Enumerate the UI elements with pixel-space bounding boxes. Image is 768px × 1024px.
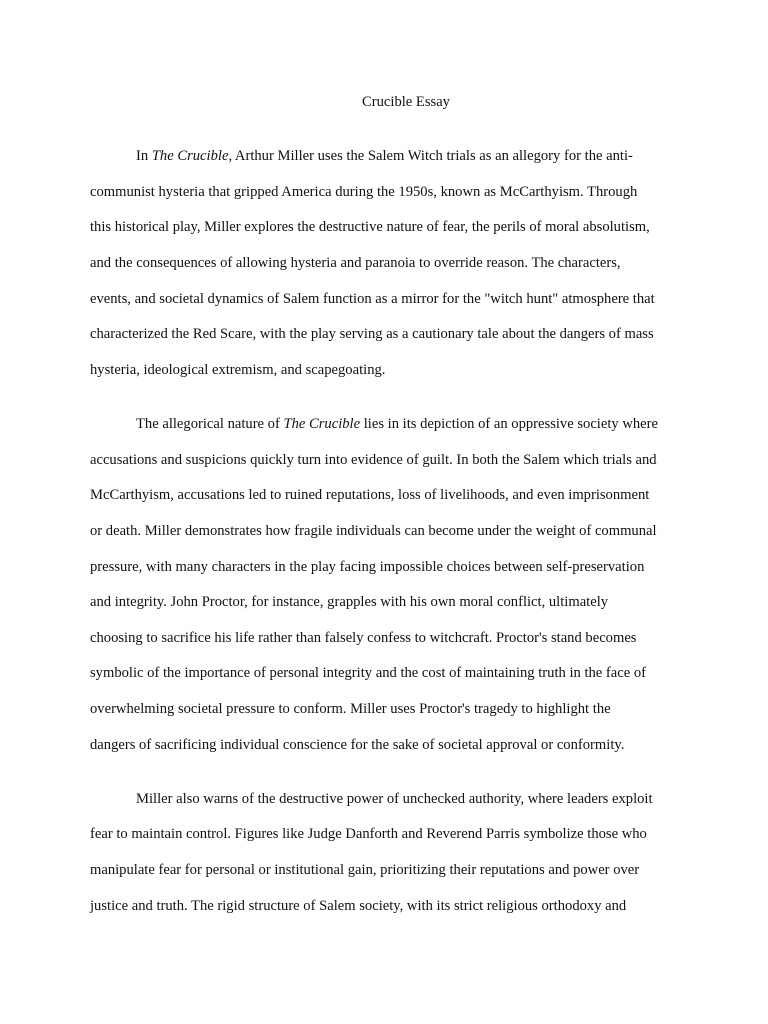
italic-work-title: The Crucible — [283, 416, 361, 432]
paragraph-2-line-4: or death. Miller demonstrates how fragile individuals can become under the weight of communal — [90, 523, 657, 539]
paragraph-2-line-6: and integrity. John Proctor, for instance, grapples with his own moral conflict, ultimately — [90, 594, 609, 610]
line-text-post: , Arthur Miller uses the Salem Witch trials as an allegory for the anti- — [228, 148, 633, 164]
paragraph-2-line-8: symbolic of the importance of personal integrity and the cost of maintaining truth in the face of — [90, 665, 647, 681]
paragraph-2-line-1 — [136, 414, 658, 434]
paragraph-2-line-9: overwhelming societal pressure to conform. Miller uses Proctor's tragedy to highlight the — [90, 701, 611, 717]
paragraph-2-line-5: pressure, with many characters in the play facing impossible choices between self-preservation — [90, 559, 645, 575]
line-text-post: lies in its depiction of an oppressive society where — [360, 416, 658, 432]
paragraph-1-line-7: hysteria, ideological extremism, and scapegoating. — [90, 362, 386, 378]
paragraph-2-line-7: choosing to sacrifice his life rather than falsely confess to witchcraft. Proctor's stand becomes — [90, 630, 637, 646]
paragraph-3-line-1: Miller also warns of the destructive power of unchecked authority, where leaders exploit — [136, 791, 653, 807]
paragraph-2-line-3: McCarthyism, accusations led to ruined reputations, loss of livelihoods, and even imprisonment — [90, 487, 650, 503]
document-title: Crucible Essay — [362, 94, 450, 110]
paragraph-1-line-2: communist hysteria that gripped America during the 1950s, known as McCarthyism. Through — [90, 184, 638, 200]
paragraph-1-line-5: events, and societal dynamics of Salem function as a mirror for the "witch hunt" atmosphere that — [90, 291, 655, 307]
paragraph-2-line-10: dangers of sacrificing individual conscience for the sake of societal approval or conformity. — [90, 737, 625, 753]
paragraph-3-line-2: fear to maintain control. Figures like Judge Danforth and Reverend Parris symbolize those who — [90, 826, 647, 842]
paragraph-1-line-4: and the consequences of allowing hysteria and paranoia to override reason. The characters, — [90, 255, 621, 271]
paragraph-1-line-3: this historical play, Miller explores the destructive nature of fear, the perils of moral absolutism, — [90, 219, 650, 235]
paragraph-1-line-1 — [136, 146, 633, 166]
paragraph-2-line-2: accusations and suspicions quickly turn into evidence of guilt. In both the Salem which trials and — [90, 452, 657, 468]
paragraph-3-line-3: manipulate fear for personal or institutional gain, prioritizing their reputations and power over — [90, 862, 640, 878]
paragraph-3-line-4: justice and truth. The rigid structure of Salem society, with its strict religious orthodoxy and — [90, 898, 627, 914]
paragraph-1-line-6: characterized the Red Scare, with the play serving as a cautionary tale about the dangers of mass — [90, 326, 654, 342]
line-text-pre: The allegorical nature of — [136, 416, 284, 432]
line-text-pre: In — [136, 148, 152, 164]
italic-work-title: The Crucible — [151, 148, 229, 164]
